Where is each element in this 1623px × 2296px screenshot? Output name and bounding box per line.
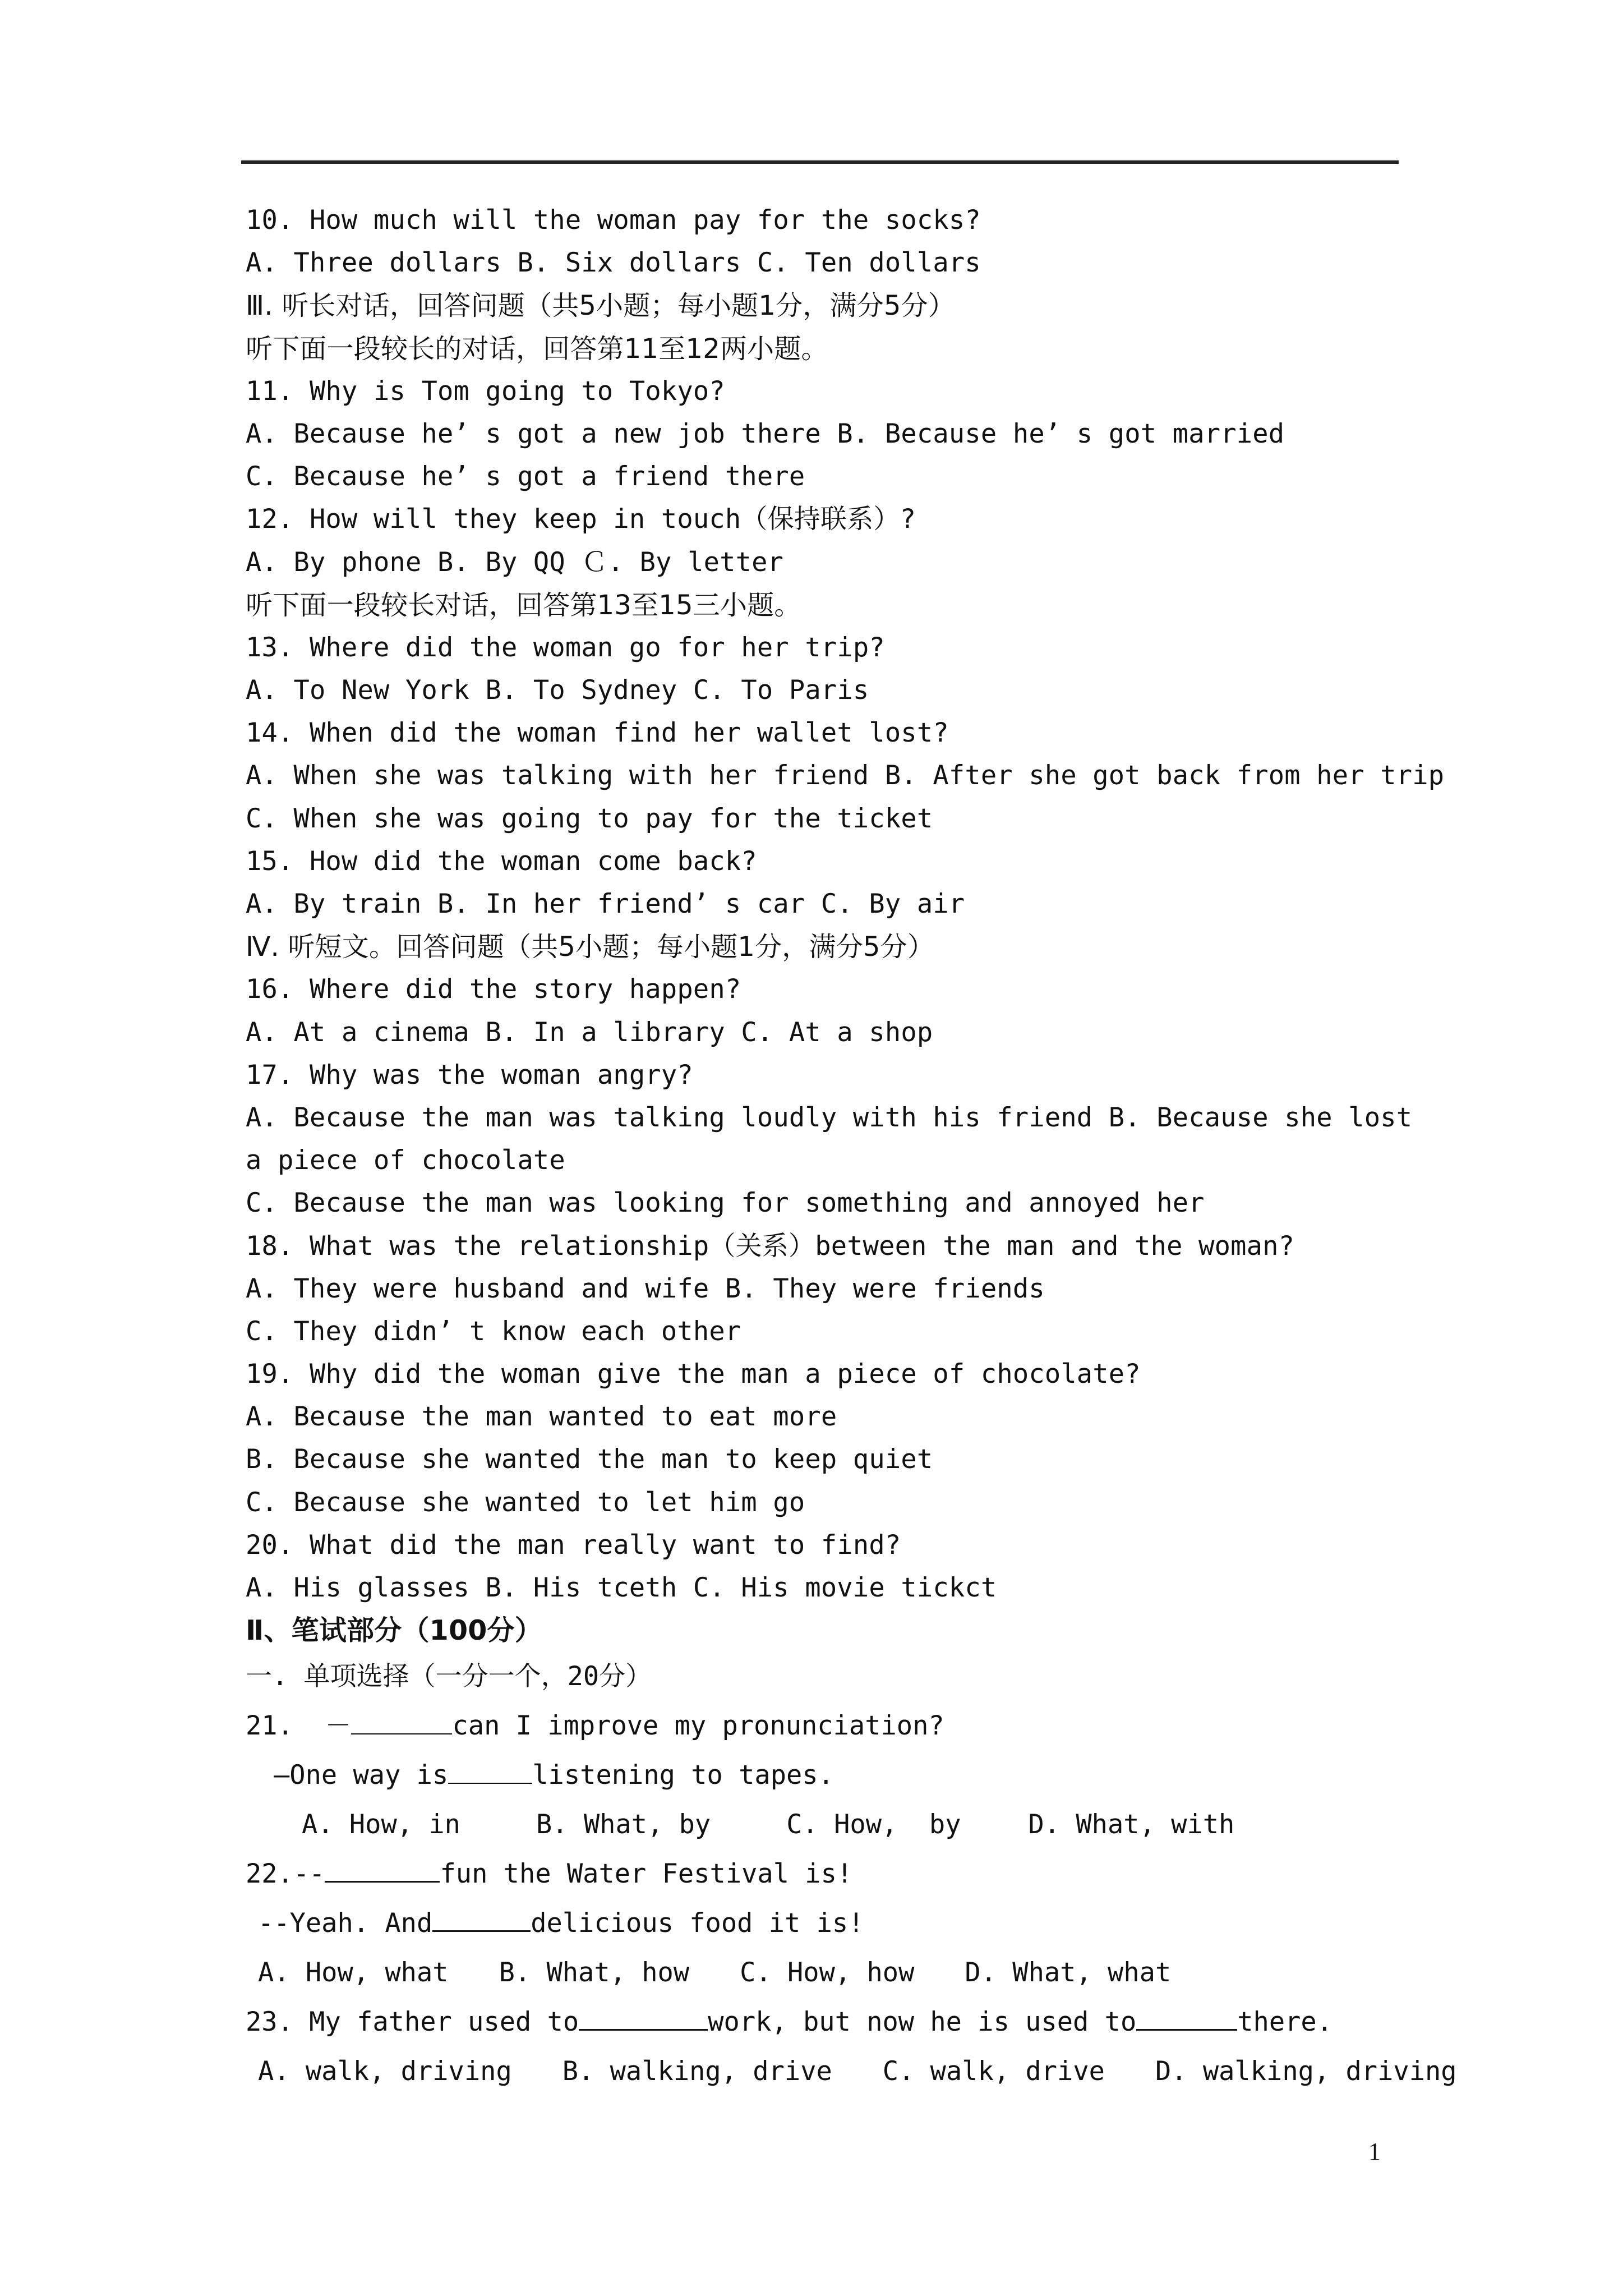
options-19-b: B. Because she wanted the man to keep quiet	[246, 1444, 933, 1475]
options-19-a: A. Because the man wanted to eat more	[246, 1401, 837, 1433]
options-14-c: C. When she was going to pay for the ticket	[246, 803, 933, 834]
options-17-c: C. Because the man was looking for something and annoyed her	[246, 1188, 1205, 1219]
question-23-mid: work, but now he is used to	[708, 2007, 1137, 2038]
answer-blank	[1136, 2008, 1237, 2031]
question-23-prefix: 23. My father used to	[246, 2007, 579, 2038]
question-21-text: can I improve my pronunciation?	[452, 1710, 944, 1742]
option-21-a: A. How, in	[302, 1809, 460, 1841]
options-14-ab: A. When she was talking with her friend B. After she got back from her trip	[246, 760, 1445, 792]
question-21-line2	[246, 1751, 1435, 1800]
question-15: 15. How did the woman come back?	[246, 845, 757, 877]
options-22	[246, 1948, 1435, 1998]
question-23	[246, 1998, 1435, 2047]
document-body	[246, 199, 1457, 2096]
options-17-ab: A. Because the man was talking loudly with his friend B. Because she lost a piece of chocolate	[246, 1102, 1413, 1176]
question-22-line2	[246, 1899, 1435, 1948]
question-16: 16. Where did the story happen?	[246, 974, 741, 1005]
header-rule	[241, 160, 1399, 164]
instruction-11-12: 听下面一段较长的对话，回答第11至12两小题。	[246, 333, 828, 365]
option-22-a: A. How, what	[258, 1957, 449, 1989]
page-number: 1	[1368, 2138, 1381, 2165]
question-12: 12. How will they keep in touch（保持联系）?	[246, 504, 916, 535]
options-21	[246, 1800, 1435, 1849]
question-22	[246, 1849, 1435, 1899]
question-23-end: there.	[1237, 2007, 1333, 2038]
answer-blank	[432, 1909, 531, 1932]
options-23	[246, 2047, 1457, 2096]
options-16: A. At a cinema B. In a library C. At a shop	[246, 1016, 933, 1048]
answer-blank	[325, 1860, 440, 1883]
option-22-d: D. What, what	[965, 1957, 1172, 1989]
options-13: A. To New York B. To Sydney C. To Paris	[246, 675, 869, 706]
option-23-c: C. walk, drive	[882, 2056, 1105, 2087]
section-heading-iv: Ⅳ. 听短文。回答问题（共5小题；每小题1分，满分5分）	[246, 931, 935, 963]
question-10: 10. How much will the woman pay for the socks?	[246, 205, 981, 236]
question-22-line2-prefix: --Yeah. And	[258, 1908, 433, 1939]
question-20: 20. What did the man really want to find?	[246, 1529, 901, 1561]
option-23-d: D. walking, driving	[1155, 2056, 1457, 2087]
multiple-choice-heading-text: 一. 单项选择（一分一个，20分）	[246, 1661, 652, 1692]
options-15: A. By train B. In her friend’ s car C. By air	[246, 889, 965, 919]
options-19-c: C. Because she wanted to let him go	[246, 1487, 805, 1518]
multiple-choice-heading	[246, 1652, 1435, 1701]
question-21-line2-prefix: —One way is	[274, 1760, 449, 1791]
options-10: A. Three dollars B. Six dollars C. Ten dollars	[246, 247, 981, 279]
question-14: 14. When did the woman find her wallet lost?	[246, 717, 949, 749]
option-23-a: A. walk, driving	[258, 2056, 512, 2087]
options-18-c: C. They didn’ t know each other	[246, 1315, 741, 1347]
question-21-prefix: 21. －	[246, 1710, 352, 1742]
option-23-b: B. walking, drive	[562, 2056, 832, 2087]
question-22-text: fun the Water Festival is!	[440, 1858, 853, 1890]
question-18: 18. What was the relationship（关系）between the man and the woman?	[246, 1230, 1295, 1262]
question-11: 11. Why is Tom going to Tokyo?	[246, 375, 725, 407]
option-22-b: B. What, how	[499, 1957, 690, 1989]
answer-blank	[448, 1761, 532, 1784]
option-21-b: B. What, by	[536, 1809, 711, 1841]
question-13: 13. Where did the woman go for her trip?	[246, 632, 885, 663]
answer-blank	[351, 1712, 452, 1734]
answer-blank	[579, 2008, 708, 2031]
question-21-line2-text: listening to tapes.	[532, 1760, 834, 1791]
written-section-heading: Ⅱ、笔试部分（100分）	[246, 1614, 542, 1647]
instruction-13-15: 听下面一段较长对话，回答第13至15三小题。	[246, 589, 801, 621]
question-17: 17. Why was the woman angry?	[246, 1059, 693, 1091]
question-22-line2-text: delicious food it is!	[531, 1908, 864, 1939]
question-21	[246, 1701, 1435, 1751]
option-22-c: C. How, how	[740, 1957, 915, 1989]
question-19: 19. Why did the woman give the man a piece of chocolate?	[246, 1359, 1141, 1390]
options-12: A. By phone B. By QQ Ｃ. By letter	[246, 546, 784, 578]
option-21-d: D. What, with	[1028, 1809, 1235, 1841]
options-18-ab: A. They were husband and wife B. They were friends	[246, 1273, 1045, 1304]
options-11-c: C. Because he’ s got a friend there	[246, 461, 805, 493]
section-heading-iii: Ⅲ. 听长对话，回答问题（共5小题；每小题1分，满分5分）	[246, 290, 956, 322]
option-21-c: C. How, by	[786, 1809, 961, 1841]
question-22-prefix: 22.--	[246, 1858, 325, 1890]
options-20: A. His glasses B. His tceth C. His movie tickct	[246, 1572, 997, 1604]
options-11-ab: A. Because he’ s got a new job there B. Because he’ s got married	[246, 418, 1285, 449]
